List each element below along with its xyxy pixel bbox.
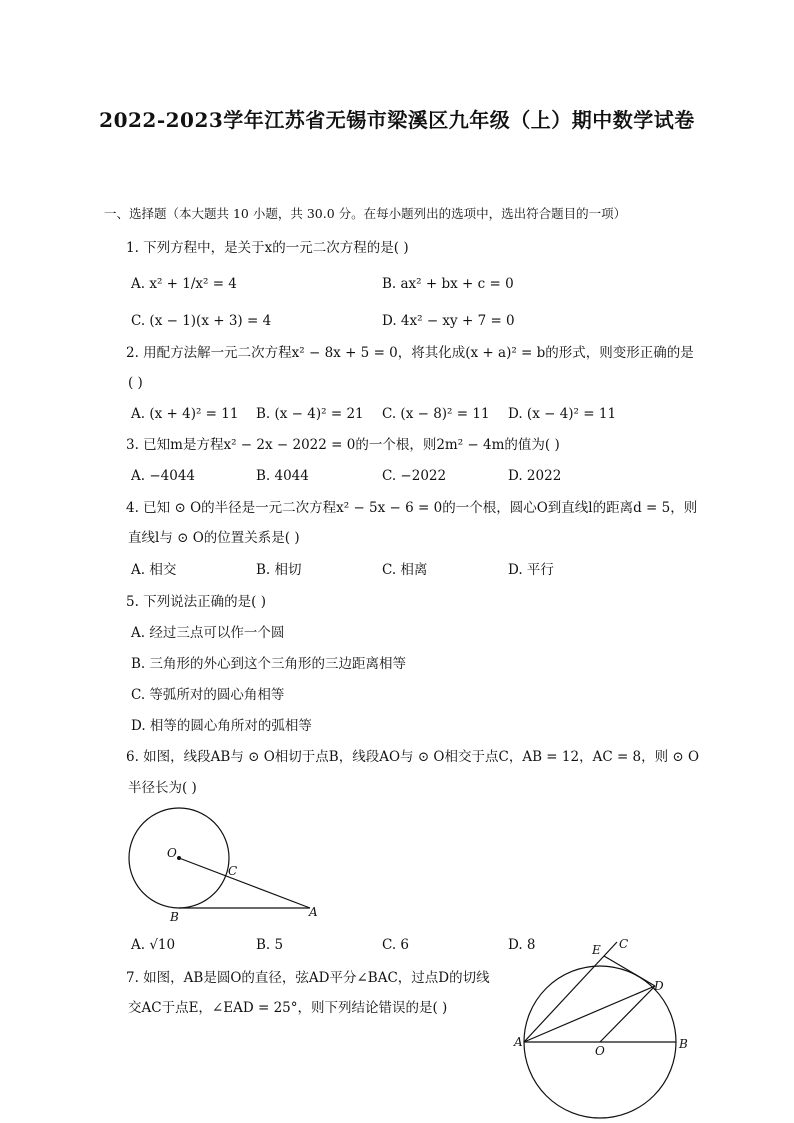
q7-label-c: C (619, 937, 629, 951)
q7-label-o: O (595, 1044, 605, 1058)
q5-stem: 5. 下列说法正确的是( ) (126, 594, 266, 610)
q6-option-a[interactable]: A. √10 (131, 937, 176, 953)
q6-option-d[interactable]: D. 8 (508, 937, 536, 953)
q7-label-b: B (679, 1037, 688, 1051)
q2-option-c[interactable]: C. (x − 8)² = 11 (382, 406, 490, 422)
q6-label-a: A (309, 905, 318, 919)
q3-option-a[interactable]: A. −4044 (131, 468, 195, 484)
q5-option-c[interactable]: C. 等弧所对的圆心角相等 (131, 687, 285, 703)
q1-option-a[interactable]: A. x² + 1/x² = 4 (131, 276, 237, 292)
q3-option-d[interactable]: D. 2022 (508, 468, 562, 484)
q6-stem-line2: 半径长为( ) (128, 780, 197, 796)
q1-option-d[interactable]: D. 4x² − xy + 7 = 0 (382, 313, 515, 329)
q4-stem-line1: 4. 已知 ⊙ O的半径是一元二次方程x² − 5x − 6 = 0的一个根，圆心O到直线l的距离d = 5，则 (126, 500, 698, 516)
section-heading: 一、选择题（本大题共 10 小题，共 30.0 分。在每小题列出的选项中，选出符合题目的一项） (104, 206, 627, 221)
q7-chord-ad (524, 986, 655, 1042)
q6-option-b[interactable]: B. 5 (256, 937, 284, 953)
q7-segment-ac (524, 942, 617, 1042)
q7-radius-od (600, 986, 655, 1042)
q5-option-b[interactable]: B. 三角形的外心到这个三角形的三边距离相等 (131, 656, 407, 672)
q7-stem-line1: 7. 如图，AB是圆O的直径，弦AD平分∠BAC，过点D的切线 (126, 970, 490, 986)
q1-option-c[interactable]: C. (x − 1)(x + 3) = 4 (131, 313, 272, 329)
q4-option-b[interactable]: B. 相切 (256, 562, 302, 578)
q3-option-c[interactable]: C. −2022 (382, 468, 447, 484)
q6-label-b: B (170, 910, 179, 924)
q6-segment-oa (179, 858, 310, 908)
q6-label-c: C (228, 864, 238, 878)
q3-stem: 3. 已知m是方程x² − 2x − 2022 = 0的一个根，则2m² − 4m的值为( ) (126, 437, 560, 453)
q6-label-o: O (167, 846, 177, 860)
q3-option-b[interactable]: B. 4044 (256, 468, 309, 484)
q5-option-d[interactable]: D. 相等的圆心角所对的弧相等 (131, 718, 312, 734)
q6-figure (120, 806, 340, 926)
q5-option-a[interactable]: A. 经过三点可以作一个圆 (131, 625, 285, 641)
q2-stem-line1: 2. 用配方法解一元二次方程x² − 8x + 5 = 0，将其化成(x + a)² = b的形式，则变形正确的是 (126, 345, 694, 361)
q1-stem: 1. 下列方程中，是关于x的一元二次方程的是( ) (126, 240, 409, 256)
q1-option-b[interactable]: B. ax² + bx + c = 0 (382, 276, 514, 292)
q7-stem-line2: 交AC于点E，∠EAD = 25°，则下列结论错误的是( ) (128, 1000, 448, 1016)
q7-label-e: E (592, 943, 601, 957)
q6-stem-line1: 6. 如图，线段AB与 ⊙ O相切于点B，线段AO与 ⊙ O相交于点C，AB = 12，AC = 8，则 ⊙ O (126, 749, 700, 765)
q2-option-d[interactable]: D. (x − 4)² = 11 (508, 406, 617, 422)
q6-option-c[interactable]: C. 6 (382, 937, 410, 953)
q7-label-a: A (514, 1035, 523, 1049)
q4-option-d[interactable]: D. 平行 (508, 562, 554, 578)
q7-figure (510, 933, 710, 1123)
q4-option-a[interactable]: A. 相交 (131, 562, 177, 578)
page-title: 2022-2023学年江苏省无锡市梁溪区九年级（上）期中数学试卷 (99, 108, 695, 132)
q2-stem-line2: ( ) (128, 375, 143, 391)
q7-label-d: D (654, 979, 664, 993)
q2-option-b[interactable]: B. (x − 4)² = 21 (256, 406, 364, 422)
q7-tangent-de (604, 956, 655, 986)
q2-option-a[interactable]: A. (x + 4)² = 11 (131, 406, 239, 422)
q4-option-c[interactable]: C. 相离 (382, 562, 428, 578)
q4-stem-line2: 直线l与 ⊙ O的位置关系是( ) (128, 530, 300, 546)
